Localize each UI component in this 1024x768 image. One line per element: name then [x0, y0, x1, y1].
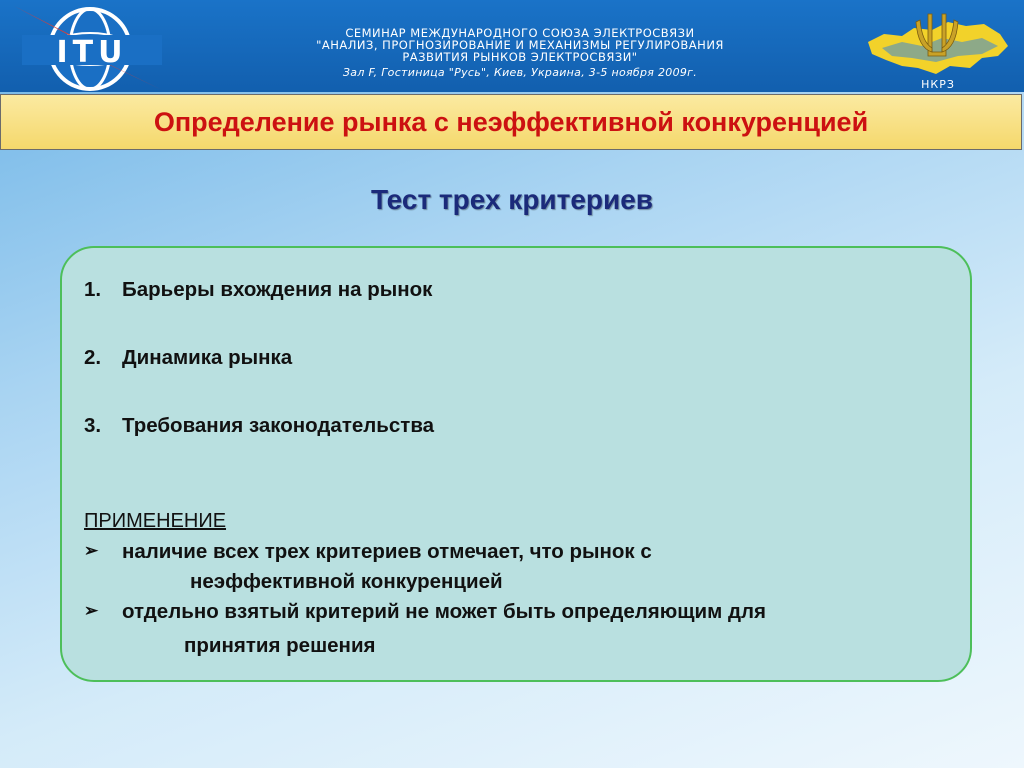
header-line-3: Зал F, Гостиница "Русь", Киев, Украина, 3-5 ноября 2009г.: [342, 66, 698, 79]
criteria-content-box: [60, 246, 972, 682]
criterion-text: Требования законодательства: [122, 414, 435, 437]
header-line-2: "АНАЛИЗ, ПРОГНОЗИРОВАНИЕ И МЕХАНИЗМЫ РЕГУЛИРОВАНИЯ: [316, 38, 724, 52]
criterion-number: 3.: [84, 414, 102, 437]
arrow-bullet-icon: ➢: [84, 541, 99, 560]
title-bar: [0, 94, 1022, 150]
criterion-text: Барьеры вхождения на рынок: [122, 278, 433, 301]
criterion-item: [84, 414, 434, 438]
bullet-text: отдельно взятый критерий не может быть определяющим для: [122, 600, 767, 623]
bullet-continuation: принятия решения: [184, 634, 376, 657]
itu-logo-text: ITU: [56, 35, 128, 70]
section-subtitle: Тест трех критериев: [370, 184, 654, 215]
header-line-1: СЕМИНАР МЕЖДУНАРОДНОГО СОЮЗА ЭЛЕКТРОСВЯЗИ: [345, 26, 695, 40]
seminar-header-text: [190, 27, 850, 79]
criterion-text: Динамика рынка: [122, 346, 293, 369]
criterion-item: [84, 278, 432, 302]
header-banner: [0, 0, 1024, 92]
ukraine-map-emblem-icon: [862, 8, 1012, 90]
application-label: ПРИМЕНЕНИЕ: [84, 510, 227, 532]
criterion-number: 1.: [84, 278, 102, 301]
criterion-number: 2.: [84, 346, 102, 369]
bullet-text: наличие всех трех критериев отмечает, что рынок с: [122, 540, 652, 563]
itu-logo-icon: [12, 2, 172, 92]
emblem-label: НКРЗ: [921, 78, 955, 90]
header-line-2b: РАЗВИТИЯ РЫНКОВ ЭЛЕКТРОСВЯЗИ": [402, 50, 638, 64]
arrow-bullet-icon: ➢: [84, 601, 99, 620]
page-title: Определение рынка с неэффективной конкуренцией: [153, 106, 869, 137]
bullet-continuation: неэффективной конкуренцией: [190, 570, 503, 593]
criterion-item: [84, 346, 292, 370]
